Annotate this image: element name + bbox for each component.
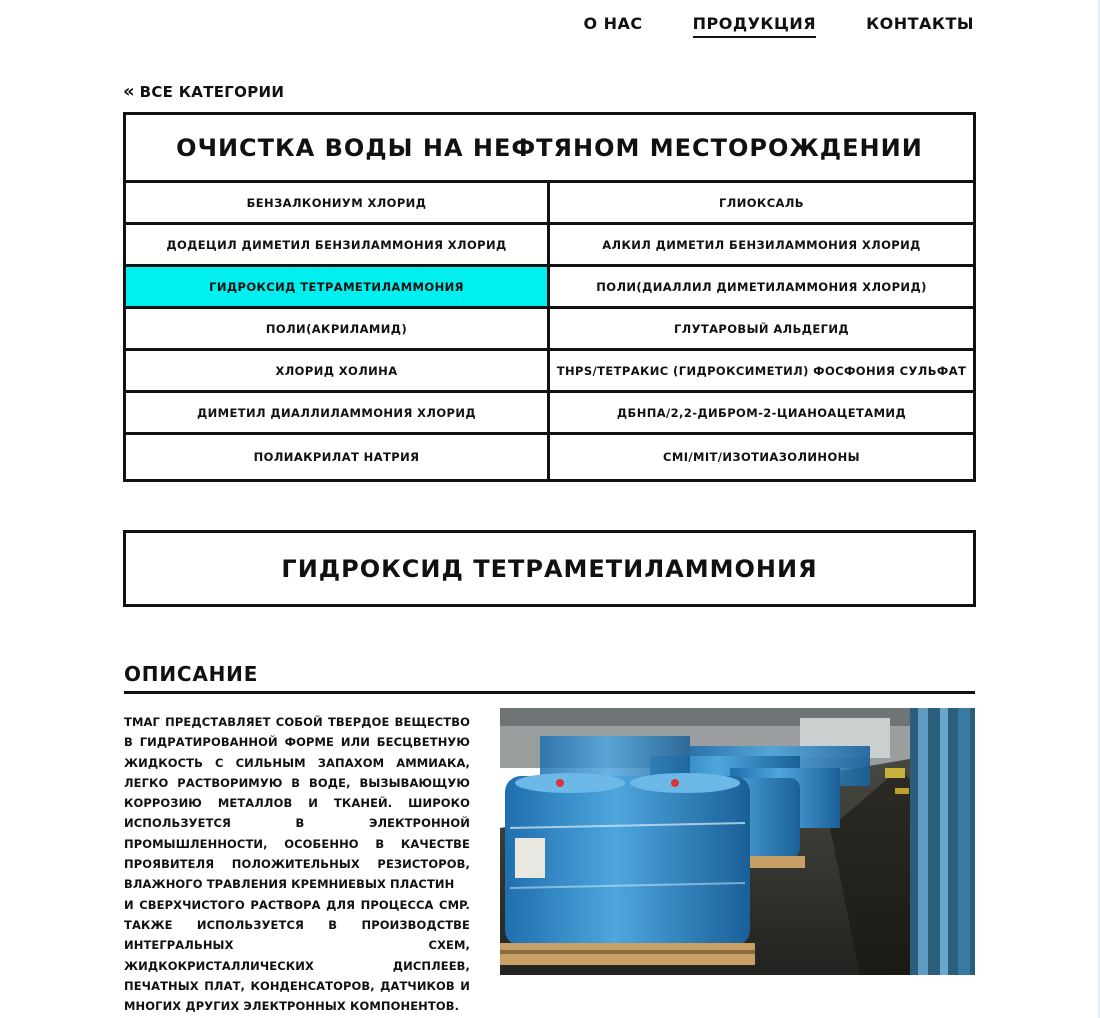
category-item-tetramethylammonium-hydroxide[interactable]: ГИДРОКСИД ТЕТРАМЕТИЛАММОНИЯ (126, 267, 550, 309)
category-item-cmi-mit[interactable]: CMI/MIT/ИЗОТИАЗОЛИНОНЫ (663, 450, 860, 464)
top-nav (583, 14, 974, 38)
category-item-polyacrylamide[interactable]: ПОЛИ(АКРИЛАМИД) (126, 309, 550, 351)
product-title: ГИДРОКСИД ТЕТРАМЕТИЛАММОНИЯ (123, 530, 976, 607)
category-item-choline-chloride[interactable]: ХЛОРИД ХОЛИНА (126, 351, 550, 393)
nav-products[interactable]: ПРОДУКЦИЯ (693, 14, 816, 38)
category-grid (126, 183, 973, 479)
category-item-glyoxal[interactable]: ГЛИОКСАЛЬ (550, 183, 973, 225)
back-label: ВСЕ КАТЕГОРИИ (139, 83, 285, 101)
category-title: ОЧИСТКА ВОДЫ НА НЕФТЯНОМ МЕСТОРОЖДЕНИИ (126, 115, 973, 183)
nav-contacts[interactable]: КОНТАКТЫ (866, 14, 974, 33)
category-item-thps[interactable]: THPS/ТЕТРАКИС (ГИДРОКСИМЕТИЛ) ФОСФОНИЯ СУЛЬФАТ (550, 351, 973, 393)
double-chevron-left-icon: « (123, 81, 135, 102)
description-text (124, 712, 470, 1016)
nav-about[interactable]: О НАС (583, 14, 643, 33)
category-item-alkyl-dimethyl-benzylammonium-chloride[interactable]: АЛКИЛ ДИМЕТИЛ БЕНЗИЛАММОНИЯ ХЛОРИД (550, 225, 973, 267)
description-heading: ОПИСАНИЕ (124, 662, 975, 694)
description-paragraph-1: TMAГ ПРЕДСТАВЛЯЕТ СОБОЙ ТВЕРДОЕ ВЕЩЕСТВО В ГИДРАТИРОВАННОЙ ФОРМЕ ИЛИ БЕСЦВЕТНУЮ ЖИДКОСТЬ С СИЛЬНЫМ ЗАПАХОМ АММИАКА, ЛЕГКО РАСТВОРИМУЮ В ВОДЕ, ВЫЗЫВАЮЩУЮ КОРРОЗИЮ МЕТАЛЛОВ И ТКАНЕЙ. ШИРОКО ИСПОЛЬЗУЕТСЯ В ЭЛЕКТРОННОЙ ПРОМЫШЛЕННОСТИ, ОСОБЕННО В КАЧЕСТВЕ ПРОЯВИТЕЛЯ ПОЛОЖИТЕЛЬНЫХ РЕЗИСТОРОВ, ВЛАЖНОГО ТРАВЛЕНИЯ КРЕМНИЕВЫХ ПЛАСТИН (124, 715, 470, 892)
warehouse-drums-image (500, 708, 975, 975)
category-item-benzalkonium-chloride[interactable]: БЕНЗАЛКОНИУМ ХЛОРИД (126, 183, 550, 225)
category-item-polydadmac[interactable]: ПОЛИ(ДИАЛЛИЛ ДИМЕТИЛАММОНИЯ ХЛОРИД) (550, 267, 973, 309)
category-item-dbnpa[interactable]: ДБНПА/2,2-ДИБРОМ-2-ЦИАНОАЦЕТАМИД (550, 393, 973, 435)
description-paragraph-2: И СВЕРХЧИСТОГО РАСТВОРА ДЛЯ ПРОЦЕССА CMP. ТАКЖЕ ИСПОЛЬЗУЕТСЯ В ПРОИЗВОДСТВЕ ИНТЕГРАЛЬНЫХ СХЕМ, ЖИДКОКРИСТАЛЛИЧЕСКИХ ДИСПЛЕЕВ, ПЕЧАТНЫХ ПЛАТ, КОНДЕНСАТОРОВ, ДАТЧИКОВ И МНОГИХ ДРУГИХ ЭЛЕКТРОННЫХ КОМПОНЕНТОВ. (124, 897, 470, 1014)
category-item-dodecyl-dimethyl-benzylammonium-chloride[interactable]: ДОДЕЦИЛ ДИМЕТИЛ БЕНЗИЛАММОНИЯ ХЛОРИД (126, 225, 550, 267)
category-item-glutaraldehyde[interactable]: ГЛУТАРОВЫЙ АЛЬДЕГИД (550, 309, 973, 351)
product-photo (500, 708, 975, 975)
category-item-sodium-polyacrylate[interactable]: ПОЛИАКРИЛАТ НАТРИЯ (126, 435, 550, 479)
category-item-dadmac[interactable]: ДИМЕТИЛ ДИАЛЛИЛАММОНИЯ ХЛОРИД (126, 393, 550, 435)
category-table (123, 112, 976, 482)
back-to-categories-link[interactable] (123, 83, 284, 101)
